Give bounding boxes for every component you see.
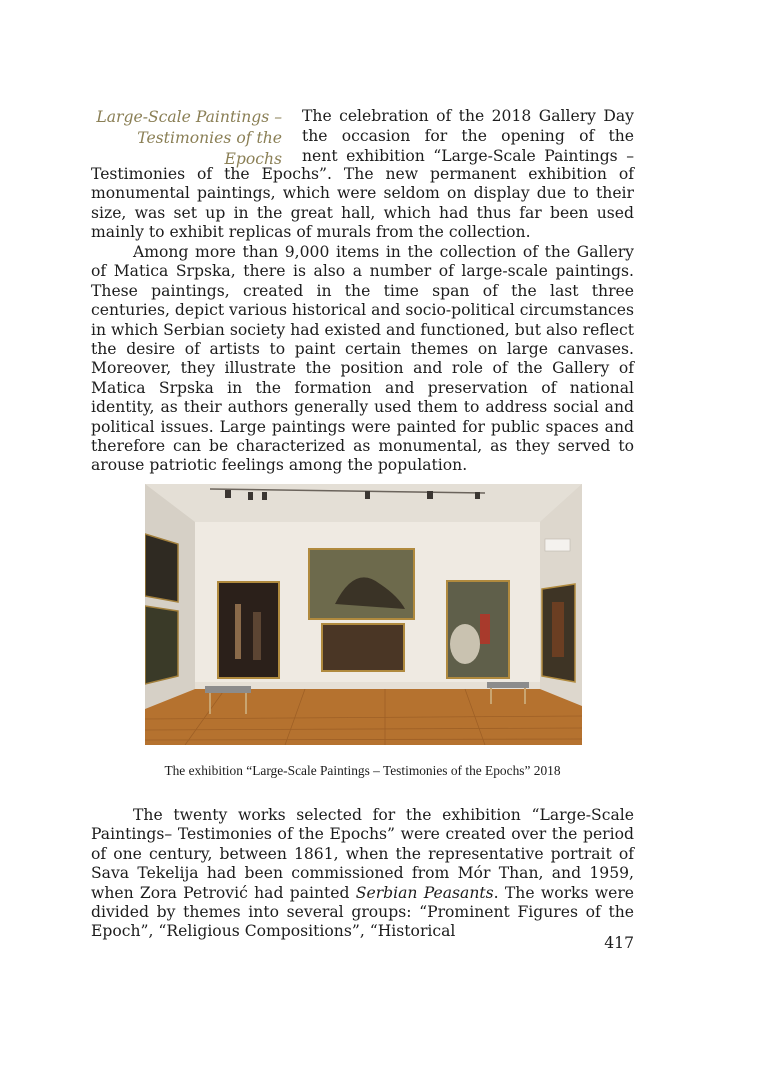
- paragraph-3-part2: . The works were divided by themes into several groups: “Prominent Figures of the Epoch”, “Religious Compositions”, “Historical: [91, 883, 635, 941]
- paragraph-3: [91, 806, 634, 942]
- paragraph-2: Among more than 9,000 items in the collection of the Gallery of Matica Srpska, there is also a number of large-scale paintings. These paintings, created in the time span of the last three centuries, depict various historical and socio-political circumstances in which Serbian society had existed and functioned, but also reflect the desire of artists to paint certain themes on large canvases. Moreover, they illustrate the position and role of the Gallery of Matica Srpska in the formation and preservation of national identity, as their authors generally used them to address social and political issues. Large paintings were painted for public spaces and therefore can be characterized as monumental, as they served to arouse patriotic feelings among the population.: [91, 243, 635, 475]
- paragraph-1-intro: [302, 107, 634, 167]
- paragraph-3-italic-title: Serbian Peasants: [355, 883, 494, 902]
- section-heading-line1: Large-Scale Paintings –: [96, 108, 282, 126]
- paragraph-3-part1: The twenty works selected for the exhibition “Large-Scale Paintings– Testimonies of the Epochs” were created over the period of one century, between 1861, when the representative portrait of Sava Tekelija had been commissioned from Mór Than, and 1959, when Zora Petrović had painted: [91, 806, 634, 902]
- exhibition-photo: [145, 484, 582, 745]
- paragraph-1-rest: Testimonies of the Epochs”. The new permanent exhibition of monumental paintings, which were seldom on display due to their size, was set up in the great hall, which had thus far been used mainly to exhibit replicas of murals from the collection.: [91, 165, 634, 242]
- section-heading-line2: Testimonies of the Epochs: [137, 129, 282, 168]
- figure-caption: The exhibition “Large-Scale Paintings – Testimonies of the Epochs” 2018: [164, 763, 561, 778]
- paragraph-1-line1: The celebration of the 2018 Gallery Day: [302, 107, 634, 125]
- paragraph-1-line2: the occasion for the opening of the: [302, 127, 634, 145]
- page-number: 417: [604, 934, 634, 952]
- paragraph-1-line3: nent exhibition “Large-Scale Paintings –: [302, 147, 634, 165]
- section-heading: [80, 107, 282, 170]
